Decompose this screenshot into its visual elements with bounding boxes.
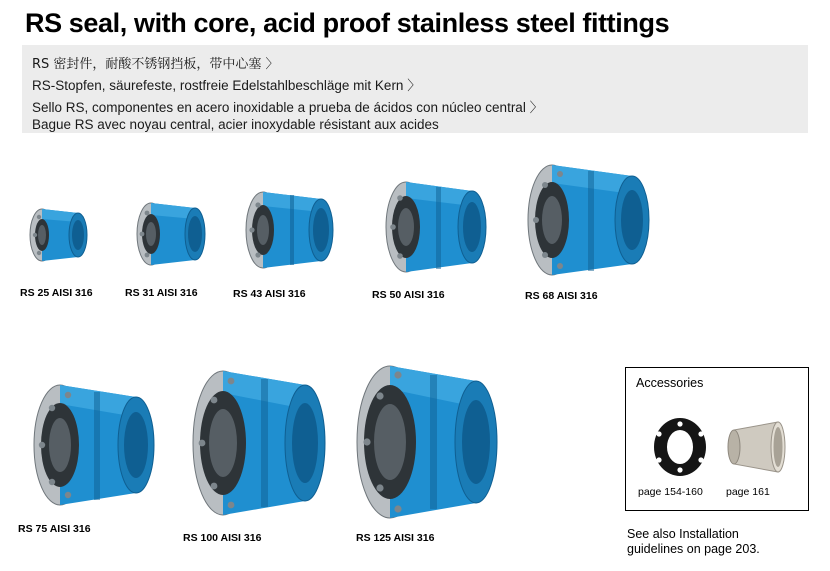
product-caption: RS 100 AISI 316 [183, 532, 262, 544]
subtitle-line-fr: Bague RS avec noyau central, acier inoxydable résistant aux acides [32, 117, 439, 132]
see-also-note [627, 527, 817, 557]
product-rs-25 [20, 195, 140, 305]
seal-image-rs-50 [372, 168, 522, 286]
product-rs-68 [512, 152, 692, 307]
seal-image-rs-68 [512, 152, 682, 287]
product-caption: RS 50 AISI 316 [372, 289, 445, 301]
product-caption: RS 125 AISI 316 [356, 532, 435, 544]
product-rs-75 [18, 375, 183, 535]
product-rs-125 [338, 358, 533, 544]
seal-image-rs-75 [18, 375, 178, 515]
accessories-title: Accessories [636, 376, 704, 390]
product-rs-100 [175, 362, 360, 544]
product-caption: RS 43 AISI 316 [233, 288, 306, 300]
seal-image-rs-25 [20, 195, 130, 275]
accessory-caption-sleeve: page 161 [726, 486, 770, 498]
seal-image-rs-43 [233, 178, 368, 283]
product-caption: RS 31 AISI 316 [125, 287, 198, 299]
subtitle-line-es: Sello RS, componentes en acero inoxidable a prueba de ácidos con núcleo central 〉 [32, 100, 544, 115]
accessory-sleeve-image [726, 416, 792, 483]
product-caption: RS 75 AISI 316 [18, 523, 91, 535]
see-also-line-2: guidelines on page 203. [627, 542, 760, 556]
accessories-box [625, 367, 809, 511]
product-rs-43 [233, 178, 378, 306]
product-caption: RS 68 AISI 316 [525, 290, 598, 302]
accessory-caption-flange: page 154-160 [638, 486, 703, 498]
seal-image-rs-100 [175, 362, 355, 524]
subtitle-band [22, 45, 808, 133]
product-caption: RS 25 AISI 316 [20, 287, 93, 299]
seal-image-rs-125 [338, 358, 528, 526]
page-title: RS seal, with core, acid proof stainless steel fittings [25, 8, 670, 38]
subtitle-line-de: RS-Stopfen, säurefeste, rostfreie Edelstahlbeschläge mit Kern 〉 [32, 78, 421, 93]
product-rs-50 [372, 168, 532, 306]
seal-image-rs-31 [125, 188, 245, 280]
subtitle-line-zh: RS 密封件，耐酸不锈钢挡板，带中心塞 〉 [32, 57, 279, 72]
accessory-flange-image [644, 416, 716, 483]
see-also-line-1: See also Installation [627, 527, 739, 541]
